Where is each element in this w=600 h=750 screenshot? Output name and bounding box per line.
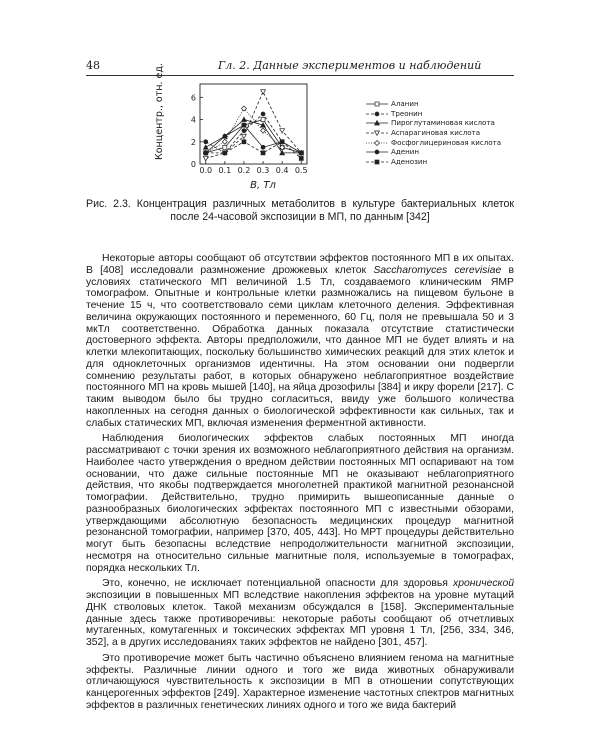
paragraph — [86, 578, 514, 649]
metabolite-chart — [150, 80, 365, 182]
legend-marker-svg — [365, 129, 389, 137]
data-point-s7-4 — [280, 140, 284, 144]
text-run: экспозиции в повышенных МП вследствие накопления эффектов на уровне мутаций ДНК стволовых клеток. Такой механизм обсуждался в [158]. Экспериментальные данные здесь также противоречивы: некоторые работы сообщают об отчетливых мутагенных, комутагенных и токсических эффектах МП уровня 1 Тл, [256, 334, 346, 352], а в других исследованиях таких эффектов не найдено [301, 457]. — [86, 590, 514, 648]
legend-marker — [365, 158, 389, 166]
italic-run: Saccharomyces cerevisiae — [373, 264, 502, 276]
legend-marker-svg — [365, 119, 389, 127]
y-tick-label: 6 — [190, 93, 196, 103]
legend-marker — [365, 139, 389, 147]
y-tick-label: 0 — [190, 160, 196, 169]
data-point-s5-3 — [261, 128, 266, 133]
data-point-s7-5 — [299, 156, 303, 160]
data-point-s6-1 — [223, 134, 227, 138]
data-point-s4-3 — [261, 90, 266, 94]
legend-item — [365, 109, 501, 119]
data-point-s6-2 — [242, 123, 246, 127]
legend-item — [365, 99, 501, 109]
data-point-s7-2 — [242, 140, 246, 144]
x-tick-label: 0.3 — [256, 166, 270, 175]
paragraph — [86, 653, 514, 712]
legend-symbol — [375, 160, 379, 164]
data-point-s3-2 — [242, 117, 247, 121]
body-text — [86, 253, 514, 716]
legend-marker-svg — [365, 148, 389, 156]
data-point-s7-1 — [223, 151, 227, 155]
legend-label: Треонин — [391, 108, 423, 118]
legend-marker-svg — [365, 139, 389, 147]
data-point-s7-0 — [204, 151, 208, 155]
running-title: Гл. 2. Данные экспериментов и наблюдений — [218, 59, 482, 72]
legend-label: Аденин — [391, 147, 420, 157]
text-run: в условиях статического МП величиной 1.5 Тл, создаваемого клиническим ЯМР томографом. Опытные и контрольные клетки размножались на пищевом бульоне в течение 15 ч, что соответствовало семи циклам клеточного деления. Эффективная величина окружающих постоянного и переменного, 60 Гц, поля не превышала 50 и 3 мкТл соответственно. Обработка данных показала отсутствие статистически достоверного эффекта. Авторы предположили, что данное МП не будет влиять и на клетки млекопитающих, поскольку большинство химических реакций для этих клеток и для одноклеточных организмов идентичны. На этом основании они подвергли сомнению результаты работ, в которых обнаружено неблагоприятное воздействие постоянного МП на кровь мышей [140], на яйца дрозофилы [384] и икру форели [217]. С таким выводом было бы трудно согласиться, ввиду уже большого количества накопленных на сегодня данных о биологической эффективности как сильных, так и слабых статических МП, включая изменения ферментной активности. — [86, 264, 514, 429]
x-axis-label: B, Тл — [250, 180, 276, 191]
paragraph — [86, 433, 514, 574]
data-point-s3-0 — [203, 145, 208, 149]
legend-symbol — [375, 140, 380, 145]
chart-legend — [365, 99, 501, 167]
y-tick-label: 4 — [190, 115, 196, 125]
data-point-s2-0 — [204, 140, 208, 144]
legend-label: Пироглутаминовая кислота — [391, 118, 495, 128]
legend-item — [365, 147, 501, 157]
legend-marker-svg — [365, 100, 389, 108]
header-rule — [86, 75, 514, 76]
x-tick-label: 0.4 — [275, 166, 289, 175]
data-point-s4-0 — [203, 156, 208, 160]
x-tick-label: 0.0 — [199, 166, 213, 175]
data-point-s4-4 — [280, 129, 285, 133]
legend-item — [365, 118, 501, 128]
legend-item — [365, 157, 501, 167]
page-number: 48 — [86, 59, 100, 72]
legend-marker — [365, 148, 389, 156]
legend-marker — [365, 119, 389, 127]
text-run: Это, конечно, не исключает потенциальной опасности для здоровья — [102, 578, 454, 590]
data-point-s6-5 — [299, 151, 303, 155]
legend-marker — [365, 100, 389, 108]
legend-label: Фосфоглицериновая кислота — [391, 137, 502, 147]
legend-label: Аденозин — [391, 157, 428, 167]
legend-item — [365, 138, 501, 148]
x-tick-label: 0.1 — [218, 166, 232, 175]
legend-marker-svg — [365, 110, 389, 118]
y-tick-label: 2 — [190, 137, 196, 147]
text-run: Наблюдения биологических эффектов слабых постоянных МП иногда рассматривают с точки зрения их возможного неблагоприятного действия на организм. Наиболее часто утверждения о вредном действии постоянных МП оспаривают на том основании, что даже сильные постоянные МП не оказывают неблагоприятного действия, что якобы подтверждается многолетней практикой магнитной резонансной томографии. Действительно, трудно примирить вышеописанные данные о разнообразных биологических эффектах постоянного МП с известными обзорами, утверждающими абсолютную безопасность медицинских процедур магнитной резонансной томографии, например [370, 405, 443]. Но МРТ процедуры действительно могут быть безопасны вследствие непродолжительности магнитной экспозиции, несмотря на относительно сильные магнитные поля, используемые в томографах, порядка нескольких Тл. — [86, 433, 514, 574]
data-point-s5-1 — [222, 139, 227, 144]
text-run: Это противоречие может быть частично объяснено влиянием генома на магнитные эффекты. Различные линии одного и того же вида животных обнаруживали отличающуюся чувствительность к экспозиции в МП в отношении сопутствующих канцерогенных эффектов [249]. Характерное изменение частотных спектров магнитных эффектов в различных генетических линиях одного и того же вида бактерий — [86, 652, 514, 711]
paragraph — [86, 253, 514, 429]
legend-symbol — [375, 150, 379, 154]
y-axis-label: Концентр., отн. ед. — [154, 63, 165, 160]
data-point-s1-3 — [261, 118, 265, 122]
text-run: Некоторые авторы сообщают об отсутствии эффектов постоянного МП в их опытах. В [408] исследовали размножение дрожжевых клеток — [86, 253, 514, 276]
legend-marker — [365, 129, 389, 137]
figure-caption: Рис. 2.3. Концентрация различных метаболитов в культуре бактериальных клеток после 24-часовой экспозиции в МП, по данным [342] — [86, 198, 514, 223]
legend-marker-svg — [365, 158, 389, 166]
legend-marker — [365, 110, 389, 118]
x-tick-label: 0.2 — [237, 166, 251, 175]
data-point-s1-1 — [223, 145, 227, 149]
legend-symbol — [375, 112, 379, 116]
legend-label: Аспарагиновая кислота — [391, 128, 481, 138]
italic-run: хронической — [453, 578, 514, 590]
x-tick-label: 0.5 — [294, 166, 308, 175]
legend-label: Аланин — [391, 99, 419, 108]
data-point-s6-3 — [261, 145, 265, 149]
plot-frame — [200, 84, 307, 164]
legend-symbol — [375, 102, 379, 106]
data-point-s2-2 — [242, 129, 246, 133]
data-point-s7-3 — [261, 151, 265, 155]
data-point-s2-3 — [261, 112, 265, 116]
legend-item — [365, 128, 501, 138]
